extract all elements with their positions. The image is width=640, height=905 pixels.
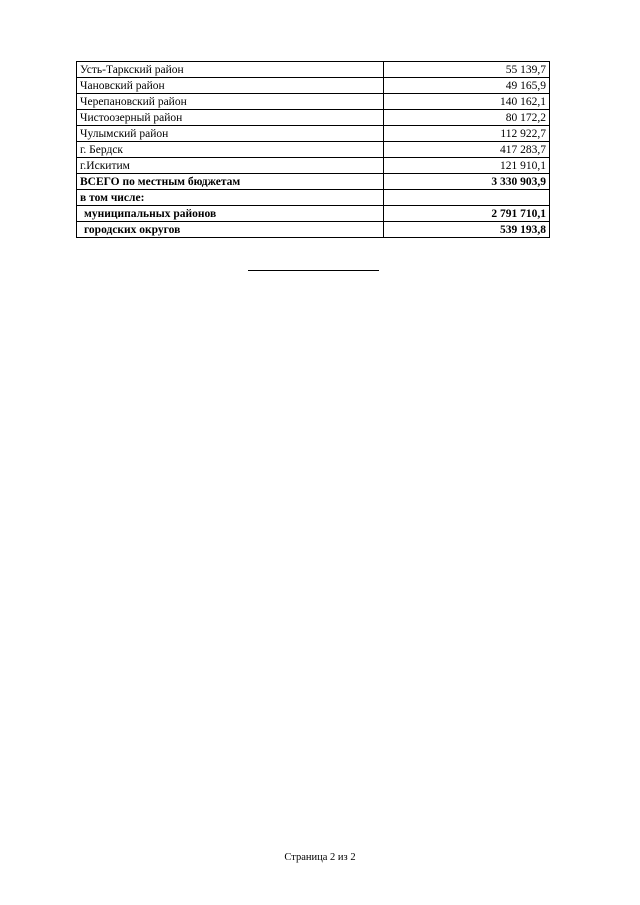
table-row (77, 94, 550, 110)
district-name: Чановский район (77, 78, 384, 94)
municipal-districts-label: муниципальных районов (77, 206, 384, 222)
separator-line (248, 270, 379, 271)
municipal-districts-value: 2 791 710,1 (384, 206, 550, 222)
budget-table (76, 61, 550, 238)
city-value: 121 910,1 (384, 158, 550, 174)
table-row (77, 126, 550, 142)
table-row (77, 62, 550, 78)
urban-districts-row (77, 222, 550, 238)
including-label: в том числе: (77, 190, 384, 206)
including-row (77, 190, 550, 206)
municipal-districts-row (77, 206, 550, 222)
total-value: 3 330 903,9 (384, 174, 550, 190)
urban-districts-label: городских округов (77, 222, 384, 238)
district-value: 140 162,1 (384, 94, 550, 110)
table-row (77, 110, 550, 126)
page-number: Страница 2 из 2 (284, 852, 356, 863)
table-row (77, 158, 550, 174)
district-value: 55 139,7 (384, 62, 550, 78)
district-value: 49 165,9 (384, 78, 550, 94)
including-value (384, 190, 550, 206)
table-row (77, 78, 550, 94)
district-name: Усть-Таркский район (77, 62, 384, 78)
urban-districts-value: 539 193,8 (384, 222, 550, 238)
total-label: ВСЕГО по местным бюджетам (77, 174, 384, 190)
table-row (77, 142, 550, 158)
city-name: г.Искитим (77, 158, 384, 174)
district-name: Чистоозерный район (77, 110, 384, 126)
total-row (77, 174, 550, 190)
city-value: 417 283,7 (384, 142, 550, 158)
district-name: Черепановский район (77, 94, 384, 110)
district-value: 80 172,2 (384, 110, 550, 126)
district-value: 112 922,7 (384, 126, 550, 142)
district-name: Чулымский район (77, 126, 384, 142)
city-name: г. Бердск (77, 142, 384, 158)
